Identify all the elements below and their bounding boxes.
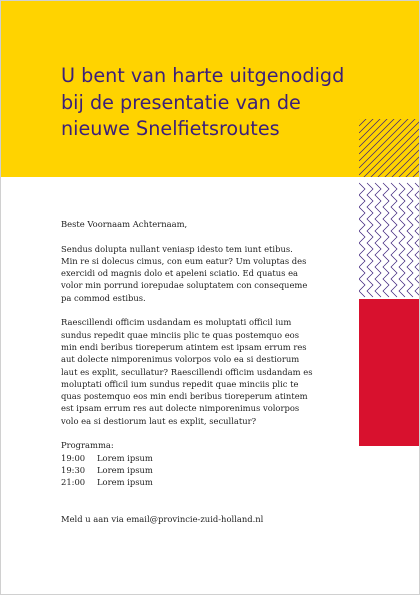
spacer	[61, 230, 361, 242]
program-time: 19:00	[61, 452, 86, 463]
program-row	[61, 452, 361, 464]
paragraph-line: aut dolecte nimporenimus volorpos volo ea si destiorum	[61, 354, 300, 365]
red-accent-block	[359, 299, 420, 446]
paragraph-line: exercidi od magnis dolo et apeleni sciatio. Ed quatus ea	[61, 268, 299, 279]
spacer	[61, 427, 361, 439]
paragraph-line: quas postemquo eos min endi beribus tioreperum atintem	[61, 391, 308, 402]
paragraph-line: Raescillendi officim usdandam es moluptati officil ium	[61, 317, 292, 328]
paragraph-line: min endi beribus tioreperum atintem est ipsam errum res	[61, 341, 307, 352]
program-time: 19:30	[61, 464, 86, 475]
title-line: nieuwe Snelfietsroutes	[61, 117, 280, 140]
signup-note	[61, 513, 361, 525]
program-row	[61, 476, 361, 488]
paragraph-line: volo ea si destiorum laut es explit, secullatur?	[61, 415, 257, 426]
salutation-text: Beste Voornaam Achternaam,	[61, 219, 188, 229]
paragraph-line: pa commod estibus.	[61, 292, 146, 303]
invitation-title	[61, 63, 381, 143]
program-row	[61, 464, 361, 476]
program-time: 21:00	[61, 477, 86, 488]
spacer	[61, 304, 361, 316]
paragraph-line: sundus repedit quae minciis plic te quas postemquo eos	[61, 329, 300, 340]
title-line: bij de presentatie van de	[61, 90, 301, 114]
program-section	[61, 439, 361, 488]
paragraph-line: volor min porrund iorepudae soluptatem con consequeme	[61, 280, 308, 291]
diagonal-lines-pattern	[359, 119, 420, 179]
paragraph-2	[61, 316, 361, 427]
paragraph-line: Min re si dolecus cimus, con eum eatur? Um voluptas des	[61, 255, 307, 266]
paragraph-line: laut es explit, secullatur? Raescillendi officim usdandam es	[61, 366, 313, 377]
paragraph-line: moluptati officil ium sundus repedit quae minciis plic te	[61, 378, 299, 389]
salutation	[61, 218, 361, 230]
paragraph-line: est ipsam errum res aut dolecte nimporenimus volorpos	[61, 403, 300, 414]
signup-text: Meld u aan via email@provincie-zuid-holland.nl	[61, 514, 264, 525]
spacer	[61, 489, 361, 501]
spacer	[61, 501, 361, 513]
program-label: Programma:	[61, 440, 114, 451]
decorative-pattern	[359, 119, 420, 299]
chevron-pattern	[359, 183, 420, 297]
program-item: Lorem ipsum	[97, 464, 153, 475]
title-line: U bent van harte uitgenodigd	[61, 64, 345, 87]
letter-body	[61, 218, 361, 525]
paragraph-1	[61, 243, 361, 304]
program-item: Lorem ipsum	[97, 477, 153, 488]
program-item: Lorem ipsum	[97, 452, 153, 463]
paragraph-line: Sendus dolupta nullant veniasp idesto tem iunt etibus.	[61, 243, 293, 254]
